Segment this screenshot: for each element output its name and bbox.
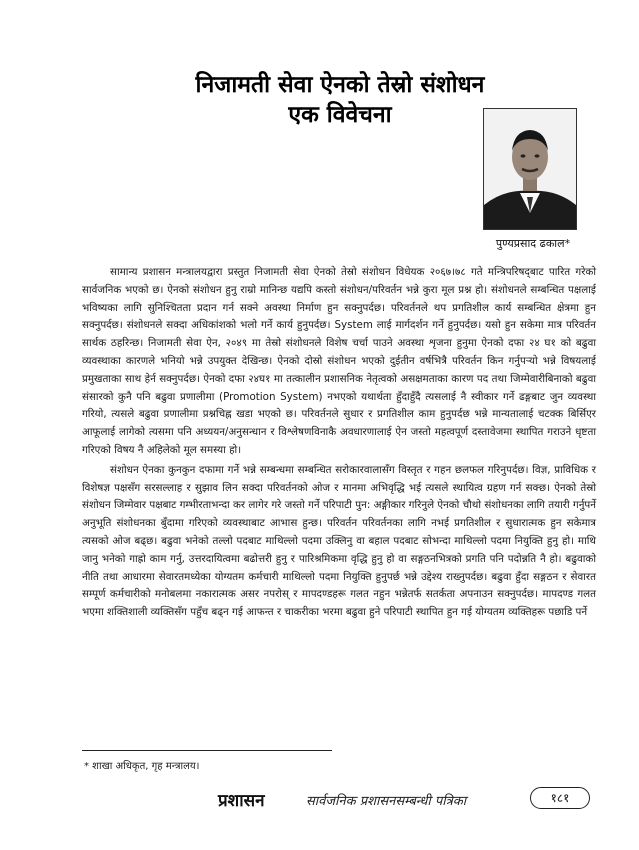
- author-portrait-image: [484, 109, 576, 229]
- article-title: [160, 70, 520, 130]
- journal-brand: प्रशासन: [218, 791, 265, 811]
- body-paragraph: सामान्य प्रशासन मन्त्रालयद्वारा प्रस्तुत निजामती सेवा ऐनको तेस्रो संशोधन विधेयक २०६७।७८ गते मन्त्रिपरिषद्‌बाट पारित गरेको सार्वजनिक भएको छ। ऐनको संशोधन हुनु राम्रो मानिन्छ यद्यपि कस्तो संशोधन/परिवर्तन भन्ने कुरा मूल प्रश्न हो। संशोधनले सम्बन्धित पक्षलाई भविष्यका लागि सुनिश्चितता प्रदान गर्न सक्ने अवस्था निर्माण हुन सक्नुपर्दछ। परिवर्तनले थप प्रगतिशील कार्य सम्बन्धित क्षेत्रमा हुन सक्नुपर्दछ। संशोधनले सक्दा अधिकांशको भलो गर्ने कार्य हुनुपर्दछ। System लाई मार्गदर्शन गर्ने हुनुपर्दछ। यसो हुन सकेमा मात्र परिवर्तन सार्थक ठहरिन्छ। निजामती सेवा ऐन, २०४९ मा तेस्रो संशोधनले विशेष चर्चा पाउने अवस्था शृजना हुनुमा ऐनको दफा २४ घ१ को बढुवा व्यवस्थाका कारणले भनियो भन्ने उपयुक्त देखिन्छ। ऐनको दोस्रो संशोधन भएको दुईतीन वर्षभित्रै परिवर्तन किन गर्नुपर्‍यो भन्ने विषयलाई प्रमुखताका साथ हेर्न सक्नुपर्दछ। ऐनको दफा २४घ१ मा तत्कालीन प्रशासनिक नेतृत्वको असक्षमताका कारण पद तथा जिम्मेवारीबिनाको बढुवा संसारको कुनै पनि बढुवा प्रणालीमा (Promotion System) नभएको यथार्थता हुँदाहुँदै त्यसलाई नै स्वीकार गर्ने ढङ्गबाट जुन व्यवस्था गरियो, त्यसले बढुवा प्रणालीमा प्रश्नचिह्न खडा भएको छ। परिवर्तनले सुधार र प्रगतिशील काम हुनुपर्दछ भन्ने मान्यतालाई चटक्क बिर्सिएर आफूलाई लागेको त्यसमा पनि अध्ययन/अनुसन्धान र विश्लेषणविनाकै अवधारणालाई ऐन जस्तो महत्वपूर्ण दस्तावेजमा स्थापित गराउने धृष्टता गरिएको विषय नै अहिलेको मूल समस्या हो।: [82, 266, 596, 456]
- footnote-divider: [82, 750, 332, 751]
- author-photo: [483, 108, 577, 230]
- footnote: * शाखा अधिकृत, गृह मन्त्रालय।: [84, 761, 200, 772]
- body-paragraph: संशोधन ऐनका कुनकुन दफामा गर्ने भन्ने सम्बन्धमा सम्बन्धित सरोकारवालासँग विस्तृत र गहन छलफल गरिनुपर्दछ। विज्ञ, प्राविधिक र विशेषज्ञ पक्षसँग सरसल्लाह र सुझाव लिन सक्दा परिवर्तनको ओज र मानमा अभिवृद्धि भई त्यसले स्थायित्व ग्रहण गर्न सक्छ। ऐनको तेस्रो संशोधन जिम्मेवार पक्षबाट गम्भीरताभन्दा कर लागेर गरे जस्तो गर्ने परिपाटी पुन: अङ्गीकार गरिनुले ऐनको चौथो संशोधनका लागि तयारी गर्नुपर्ने अनुभूति संशोधनका बुँदामा गरिएको व्यवस्थाबाट आभास हुन्छ। परिवर्तन परिवर्तनका लागि नभई प्रगतिशील र सुधारात्मक हुन सकेमात्र त्यसको ओज बढ्छ। बढुवा भनेको तल्लो पदबाट माथिल्लो पदमा उक्लिनु वा बहाल पदबाट सोभन्दा माथिल्लो पदमा नियुक्ति हुनु हो। माथि जानु भनेको गाह्रो काम गर्नु, उत्तरदायित्वमा बढोत्तरी हुनु र पारिश्रमिकमा वृद्धि हुनु हो वा सङ्गठनभित्रको प्रगति पनि पदोन्नति नै हो। बढुवाको नीति तथा आधारमा सेवारतमध्येका योग्यतम कर्मचारी माथिल्लो पदमा नियुक्ति हुनुपर्छ भन्ने उद्देश्य राख्नुपर्दछ। बढुवा हुँदा सङ्गठन र सेवारत सम्पूर्ण कर्मचारीको मनोबलमा नकारात्मक असर नपरोस् र मापदण्डहरू गलत नहुन भन्नेतर्फ सतर्कता अपनाउन सक्नुपर्दछ। मापदण्ड गलत भएमा शक्तिशाली व्यक्तिसँग पहुँच बढ्न गई आफन्त र चाकरीका भरमा बढुवा हुने परिपाटी स्थापित हुन गई योग्यतम व्यक्तिहरू पछाडि पर्ने: [82, 463, 596, 619]
- article-title-line-1: निजामती सेवा ऐनको तेस्रो संशोधन: [195, 72, 485, 98]
- article-title-line-2: एक विवेचना: [288, 102, 392, 128]
- page-number: १८१: [530, 787, 590, 809]
- article-body: [82, 264, 596, 624]
- author-caption: पुण्यप्रसाद ढकाल*: [495, 237, 571, 250]
- journal-tagline: सार्वजनिक प्रशासनसम्बन्धी पत्रिका: [306, 794, 467, 809]
- page-footer: [0, 788, 639, 812]
